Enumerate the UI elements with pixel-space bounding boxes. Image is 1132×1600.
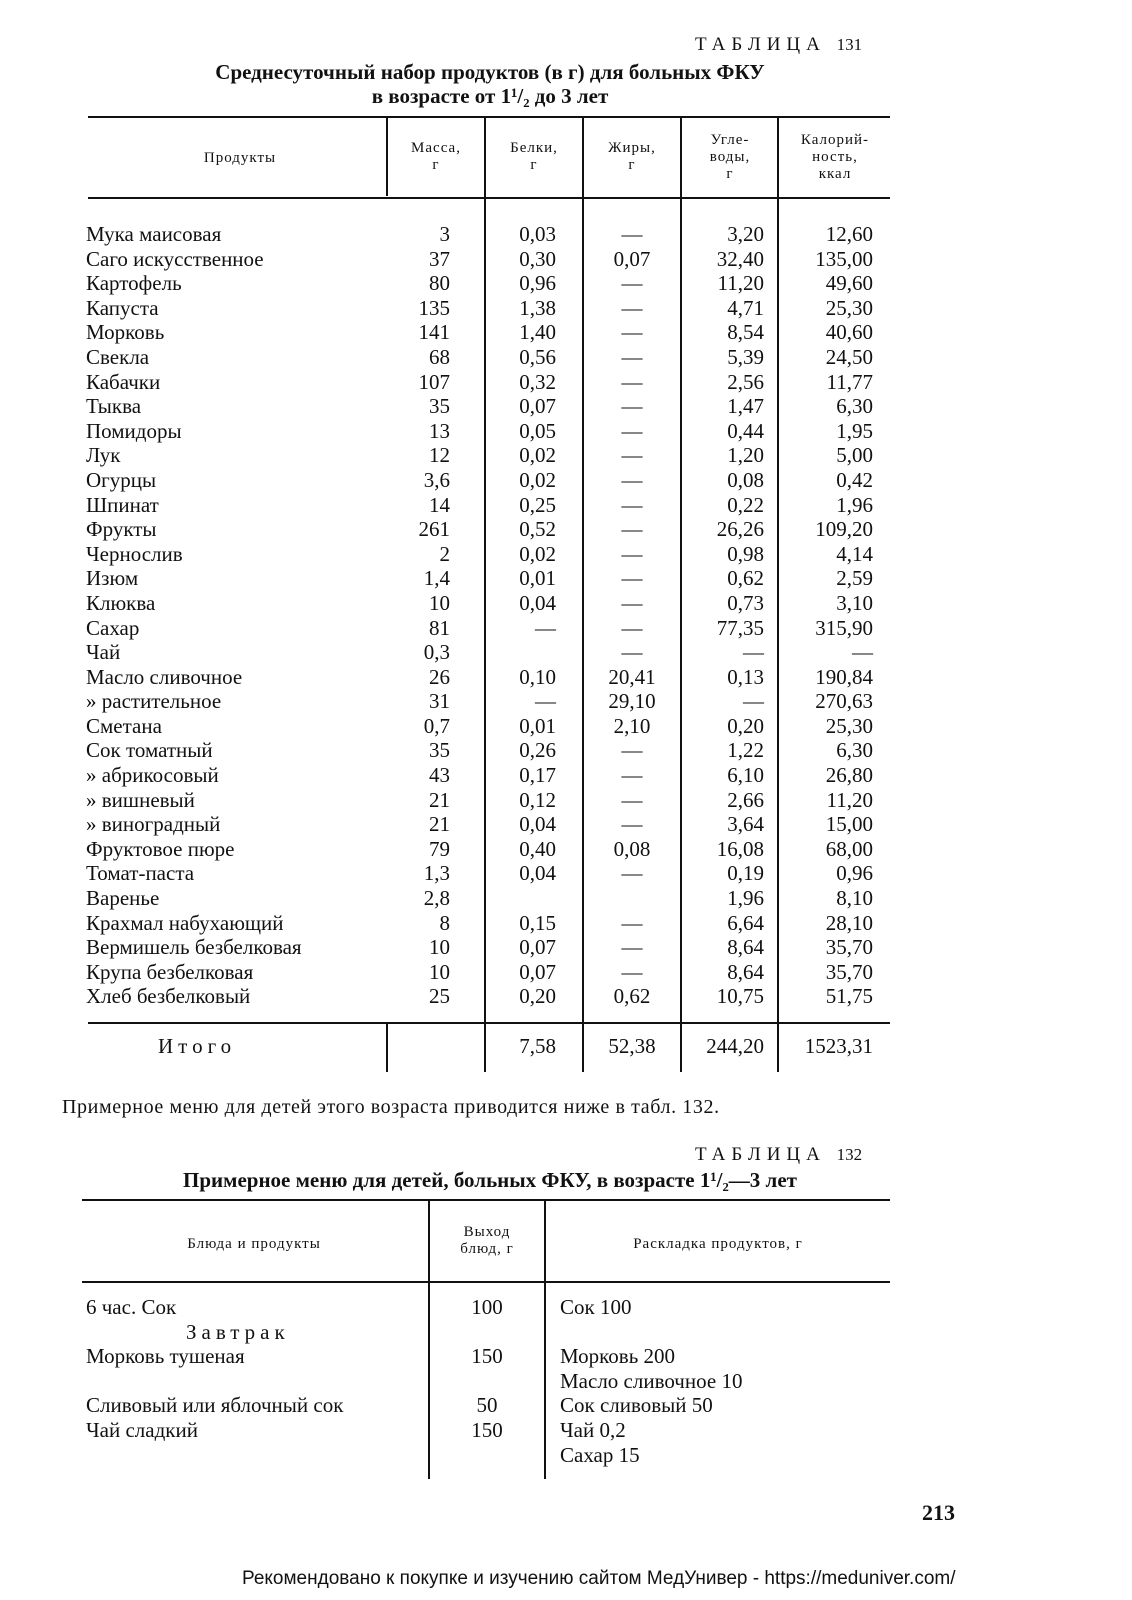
cell-mass: 2 xyxy=(439,541,450,566)
cell-mass: 43 xyxy=(429,763,450,788)
cell-carbs: 2,56 xyxy=(727,369,764,394)
cell-kcal: 0,96 xyxy=(836,861,873,886)
header-line: Жиры, xyxy=(608,140,656,156)
cell-fat: — xyxy=(621,492,643,517)
menu-cell-dish xyxy=(86,1443,426,1468)
cell-kcal: 35,70 xyxy=(825,935,873,960)
header-line: г xyxy=(530,157,538,173)
cell-name: » виноградный xyxy=(86,812,221,837)
cell-carbs: 4,71 xyxy=(727,295,764,320)
cell-carbs: 10,75 xyxy=(716,984,764,1009)
table-132-label xyxy=(695,1144,862,1166)
cell-kcal: 40,60 xyxy=(825,320,873,345)
menu-section-heading: Завтрак xyxy=(186,1319,290,1344)
cell-fat: — xyxy=(621,443,643,468)
cell-name: Варенье xyxy=(86,886,160,911)
cell-kcal: 5,00 xyxy=(836,443,873,468)
cell-protein: 0,40 xyxy=(519,836,556,861)
cell-carbs: 77,35 xyxy=(716,615,764,640)
menu-cell-layout xyxy=(560,1320,890,1345)
cell-protein: 0,20 xyxy=(519,984,556,1009)
cell-mass: 26 xyxy=(429,664,450,689)
header-line: г xyxy=(628,157,636,173)
table-number: 132 xyxy=(836,1145,863,1164)
cell-mass: 37 xyxy=(429,246,450,271)
cell-mass: 10 xyxy=(429,959,450,984)
cell-mass: 8 xyxy=(439,910,450,935)
cell-mass: 0,3 xyxy=(423,640,450,665)
header-line: г xyxy=(726,166,734,182)
cell-protein: 0,02 xyxy=(519,467,556,492)
cell-kcal: 24,50 xyxy=(825,344,873,369)
cell-kcal: 12,60 xyxy=(825,222,873,246)
cell-protein: 0,26 xyxy=(519,738,556,763)
cell-protein: 0,03 xyxy=(519,222,556,246)
footer-link-text[interactable]: Рекомендовано к покупке и изучению сайтом МедУнивер - https://meduniver.com/ xyxy=(242,1568,956,1589)
cell-fat: — xyxy=(621,615,643,640)
cell-mass: 14 xyxy=(429,492,450,517)
cell-name: Томат-паста xyxy=(86,861,195,886)
cell-kcal: — xyxy=(852,640,873,665)
cell-name: Чернослив xyxy=(86,541,183,566)
cell-carbs: 0,22 xyxy=(727,492,764,517)
cell-fat: 2,10 xyxy=(613,713,651,738)
cell-name: Свекла xyxy=(86,344,150,369)
cell-carbs: 0,98 xyxy=(727,541,764,566)
cell-carbs: 3,20 xyxy=(727,222,764,246)
cell-carbs: 1,96 xyxy=(727,886,764,911)
menu-cell-dish: Сливовый или яблочный сок xyxy=(86,1393,344,1418)
cell-mass: 135 xyxy=(418,295,450,320)
cell-kcal: 8,10 xyxy=(836,886,873,911)
cell-name: Кабачки xyxy=(86,369,161,394)
header-line: Масса, xyxy=(411,140,461,156)
cell-name: » растительное xyxy=(86,689,222,714)
cell-kcal: 11,20 xyxy=(826,787,873,812)
cell-carbs: — xyxy=(743,640,764,665)
cell-fat: — xyxy=(621,394,643,419)
cell-carbs: 1,20 xyxy=(727,443,764,468)
cell-kcal: 25,30 xyxy=(825,295,873,320)
cell-kcal: 68,00 xyxy=(825,836,873,861)
header-line: Белки, xyxy=(510,140,558,156)
header-products: Продукты xyxy=(203,150,277,166)
col-rule xyxy=(386,1024,388,1072)
cell-protein: 0,01 xyxy=(519,566,556,591)
cell-mass: 10 xyxy=(429,590,450,615)
cell-kcal: 109,20 xyxy=(815,517,873,542)
cell-kcal: 6,30 xyxy=(836,394,873,419)
cell-fat: 20,41 xyxy=(608,664,656,689)
column-mass xyxy=(388,222,450,1009)
cell-name: Клюква xyxy=(86,590,156,615)
cell-mass: 13 xyxy=(429,418,450,443)
menu-cell-yield xyxy=(430,1443,544,1468)
table-number: 131 xyxy=(836,35,863,54)
total-protein: 7,58 xyxy=(519,1034,556,1058)
cell-carbs: 0,19 xyxy=(727,861,764,886)
menu-cell-layout: Чай 0,2 xyxy=(560,1417,626,1442)
cell-fat: — xyxy=(621,467,643,492)
cell-protein: — xyxy=(535,615,556,640)
header-line: ккал xyxy=(818,166,852,182)
cell-carbs: 8,64 xyxy=(727,959,764,984)
cell-name: » вишневый xyxy=(86,787,195,812)
title-line-1: Среднесуточный набор продуктов (в г) для больных ФКУ xyxy=(215,60,765,84)
cell-fat: — xyxy=(621,812,643,837)
header-layout: Раскладка продуктов, г xyxy=(633,1236,803,1252)
cell-protein: 0,02 xyxy=(519,443,556,468)
cell-mass: 1,4 xyxy=(423,566,450,591)
header-line: ность, xyxy=(812,149,858,165)
cell-mass: 35 xyxy=(429,738,450,763)
cell-name: Изюм xyxy=(86,566,139,591)
cell-mass: 80 xyxy=(429,271,450,296)
menu-cell-yield xyxy=(430,1320,544,1345)
cell-carbs: 2,66 xyxy=(727,787,764,812)
cell-fat: 0,62 xyxy=(613,984,651,1009)
cell-mass: 0,7 xyxy=(423,713,450,738)
cell-name: Капуста xyxy=(86,295,159,320)
menu-cell-dish: Чай сладкий xyxy=(86,1417,198,1442)
cell-carbs: 3,64 xyxy=(727,812,764,837)
cell-fat: — xyxy=(621,787,643,812)
cell-kcal: 135,00 xyxy=(815,246,873,271)
title-line-2: в возрасте от 1¹/₂ до 3 лет xyxy=(371,84,609,108)
cell-mass: 35 xyxy=(429,394,450,419)
cell-kcal: 190,84 xyxy=(815,664,873,689)
total-kcal: 1523,31 xyxy=(804,1034,873,1058)
cell-kcal: 35,70 xyxy=(825,959,873,984)
cell-kcal: 315,90 xyxy=(815,615,873,640)
header-line: Выход xyxy=(463,1224,511,1240)
cell-carbs: 0,08 xyxy=(727,467,764,492)
header-dishes: Блюда и продукты xyxy=(187,1236,321,1252)
cell-protein: 0,04 xyxy=(519,590,556,615)
cell-protein: 0,01 xyxy=(519,713,556,738)
paragraph-text: Примерное меню для детей этого возраста приводится ниже в табл. 132. xyxy=(62,1096,720,1118)
cell-carbs: 6,10 xyxy=(727,763,764,788)
cell-kcal: 15,00 xyxy=(825,812,873,837)
header-line: Угле- xyxy=(710,132,750,148)
cell-protein: 0,10 xyxy=(519,664,556,689)
cell-mass: 107 xyxy=(418,369,450,394)
cell-protein: 0,30 xyxy=(519,246,556,271)
cell-carbs: 0,73 xyxy=(727,590,764,615)
header-line: блюд, г xyxy=(460,1241,514,1257)
cell-carbs: 0,62 xyxy=(727,566,764,591)
cell-kcal: 49,60 xyxy=(825,271,873,296)
header-line: воды, xyxy=(709,149,751,165)
cell-name: Помидоры xyxy=(86,418,182,443)
cell-fat: 29,10 xyxy=(608,689,656,714)
cell-carbs: 5,39 xyxy=(727,344,764,369)
cell-name: Чай xyxy=(86,640,121,665)
cell-fat: — xyxy=(621,910,643,935)
cell-fat: — xyxy=(621,935,643,960)
menu-cell-layout: Морковь 200 xyxy=(560,1344,676,1369)
cell-name: Мука маисовая xyxy=(86,222,222,246)
cell-name: Сок томатный xyxy=(86,738,213,763)
cell-mass: 12 xyxy=(429,443,450,468)
menu-cell-yield: 100 xyxy=(471,1295,503,1319)
header-fat xyxy=(584,140,680,174)
cell-fat: — xyxy=(621,418,643,443)
menu-cell-dish: 6 час. Сок xyxy=(86,1295,177,1319)
cell-fat: — xyxy=(621,369,643,394)
cell-name: Крахмал набухающий xyxy=(86,910,284,935)
column-dishes xyxy=(86,1295,426,1467)
cell-protein: 0,15 xyxy=(519,910,556,935)
column-products xyxy=(86,222,386,1009)
cell-carbs: 16,08 xyxy=(716,836,764,861)
cell-protein: 0,02 xyxy=(519,541,556,566)
total-label: Итого xyxy=(158,1034,237,1058)
header-yield xyxy=(430,1224,544,1258)
cell-fat: — xyxy=(621,640,643,665)
cell-carbs: 11,20 xyxy=(717,271,764,296)
header-carbs xyxy=(682,132,778,183)
cell-name: Тыква xyxy=(86,394,142,419)
table-131-label xyxy=(695,34,862,56)
cell-carbs: 8,54 xyxy=(727,320,764,345)
cell-fat: 0,07 xyxy=(613,246,651,271)
header-mass xyxy=(388,140,484,174)
cell-fat: — xyxy=(621,295,643,320)
cell-carbs: 0,44 xyxy=(727,418,764,443)
cell-protein: 0,25 xyxy=(519,492,556,517)
cell-fat: — xyxy=(621,590,643,615)
cell-mass: 79 xyxy=(429,836,450,861)
cell-mass: 3 xyxy=(439,222,450,246)
cell-protein: 0,52 xyxy=(519,517,556,542)
cell-name: Сахар xyxy=(86,615,140,640)
cell-mass: 1,3 xyxy=(423,861,450,886)
cell-carbs: 1,22 xyxy=(727,738,764,763)
cell-carbs: — xyxy=(743,689,764,714)
menu-cell-layout: Масло сливочное 10 xyxy=(560,1368,743,1393)
cell-name: Саго искусственное xyxy=(86,246,264,271)
cell-mass: 3,6 xyxy=(423,467,450,492)
cell-protein: 1,40 xyxy=(519,320,556,345)
cell-carbs: 6,64 xyxy=(727,910,764,935)
cell-protein: 0,56 xyxy=(519,344,556,369)
total-fat: 52,38 xyxy=(608,1034,656,1058)
menu-cell-yield: 150 xyxy=(471,1344,503,1369)
cell-name: Фрукты xyxy=(86,517,157,542)
cell-kcal: 11,77 xyxy=(826,369,873,394)
menu-cell-yield xyxy=(430,1369,544,1394)
cell-kcal: 270,63 xyxy=(815,689,873,714)
cell-name: Шпинат xyxy=(86,492,159,517)
cell-kcal: 51,75 xyxy=(825,984,873,1009)
cell-mass: 25 xyxy=(429,984,450,1009)
table-131-title xyxy=(90,60,890,108)
table-label-text: ТАБЛИЦА xyxy=(695,34,826,55)
menu-cell-yield: 50 xyxy=(476,1393,498,1418)
header-line: г xyxy=(432,157,440,173)
header-protein xyxy=(486,140,582,174)
cell-kcal: 26,80 xyxy=(825,763,873,788)
cell-protein: 0,07 xyxy=(519,935,556,960)
cell-name: Фруктовое пюре xyxy=(86,836,235,861)
column-carbs xyxy=(682,222,764,1009)
cell-carbs: 26,26 xyxy=(716,517,764,542)
column-yield xyxy=(430,1295,544,1467)
cell-mass: 2,8 xyxy=(423,886,450,911)
cell-mass: 81 xyxy=(429,615,450,640)
top-rule xyxy=(88,116,890,118)
column-fat xyxy=(584,222,680,1009)
menu-cell-layout: Сок сливовый 50 xyxy=(560,1393,713,1418)
cell-protein: 0,32 xyxy=(519,369,556,394)
column-layout xyxy=(560,1295,890,1467)
cell-protein xyxy=(486,640,556,665)
total-rule xyxy=(88,1022,890,1024)
menu-cell-yield: 150 xyxy=(471,1417,503,1442)
cell-fat: — xyxy=(621,320,643,345)
cell-protein: 0,04 xyxy=(519,861,556,886)
column-kcal xyxy=(779,222,873,1009)
cell-name: Морковь xyxy=(86,320,165,345)
menu-cell-layout: Сок 100 xyxy=(560,1295,632,1319)
cell-carbs: 32,40 xyxy=(716,246,764,271)
cell-protein: 0,04 xyxy=(519,812,556,837)
header-kcal xyxy=(779,132,891,183)
cell-protein: 0,17 xyxy=(519,763,556,788)
cell-carbs: 1,47 xyxy=(727,394,764,419)
header-rule xyxy=(82,1281,890,1283)
header-line: Калорий- xyxy=(800,132,870,148)
cell-fat: — xyxy=(621,861,643,886)
cell-fat: — xyxy=(621,566,643,591)
cell-name: » абрикосовый xyxy=(86,763,219,788)
table-label-text: ТАБЛИЦА xyxy=(695,1144,826,1165)
cell-kcal: 25,30 xyxy=(825,713,873,738)
cell-protein: — xyxy=(535,689,556,714)
cell-protein: 0,07 xyxy=(519,394,556,419)
cell-kcal: 4,14 xyxy=(836,541,873,566)
cell-kcal: 28,10 xyxy=(825,910,873,935)
cell-protein: 1,38 xyxy=(519,295,556,320)
cell-kcal: 0,42 xyxy=(836,467,873,492)
cell-kcal: 3,10 xyxy=(836,590,873,615)
cell-fat: — xyxy=(621,738,643,763)
cell-fat: — xyxy=(621,222,643,246)
column-protein xyxy=(486,222,556,1009)
cell-mass: 21 xyxy=(429,787,450,812)
cell-mass: 261 xyxy=(418,517,450,542)
menu-cell-dish xyxy=(86,1369,426,1394)
cell-name: Крупа безбелковая xyxy=(86,959,254,984)
cell-fat: — xyxy=(621,763,643,788)
page-number: 213 xyxy=(922,1500,955,1525)
cell-carbs: 8,64 xyxy=(727,935,764,960)
menu-cell-dish: Морковь тушеная xyxy=(86,1344,245,1369)
cell-mass: 31 xyxy=(429,689,450,714)
cell-name: Масло сливочное xyxy=(86,664,243,689)
cell-kcal: 1,96 xyxy=(836,492,873,517)
cell-kcal: 6,30 xyxy=(836,738,873,763)
cell-mass: 68 xyxy=(429,344,450,369)
cell-fat: — xyxy=(621,959,643,984)
header-rule xyxy=(88,197,890,199)
cell-protein: 0,12 xyxy=(519,787,556,812)
cell-carbs: 0,20 xyxy=(727,713,764,738)
cell-fat: — xyxy=(621,344,643,369)
table-132-title: Примерное меню для детей, больных ФКУ, в возрасте 1¹/₂—3 лет xyxy=(183,1168,797,1192)
cell-name: Лук xyxy=(86,443,121,468)
cell-name: Вермишель безбелковая xyxy=(86,935,302,960)
cell-name: Хлеб безбелковый xyxy=(86,984,251,1009)
cell-protein: 0,05 xyxy=(519,418,556,443)
cell-kcal: 2,59 xyxy=(836,566,873,591)
cell-name: Сметана xyxy=(86,713,162,738)
cell-fat xyxy=(584,886,680,911)
cell-protein xyxy=(486,886,556,911)
cell-mass: 10 xyxy=(429,935,450,960)
cell-fat: — xyxy=(621,271,643,296)
cell-protein: 0,07 xyxy=(519,959,556,984)
menu-cell-layout: Сахар 15 xyxy=(560,1442,640,1467)
cell-mass: 21 xyxy=(429,812,450,837)
cell-kcal: 1,95 xyxy=(836,418,873,443)
cell-protein: 0,96 xyxy=(519,271,556,296)
cell-fat: 0,08 xyxy=(613,836,651,861)
total-carbs: 244,20 xyxy=(706,1034,764,1058)
cell-name: Картофель xyxy=(86,271,182,296)
cell-fat: — xyxy=(621,541,643,566)
cell-name: Огурцы xyxy=(86,467,157,492)
cell-mass: 141 xyxy=(418,320,450,345)
cell-carbs: 0,13 xyxy=(727,664,764,689)
cell-fat: — xyxy=(621,517,643,542)
top-rule xyxy=(82,1199,890,1201)
